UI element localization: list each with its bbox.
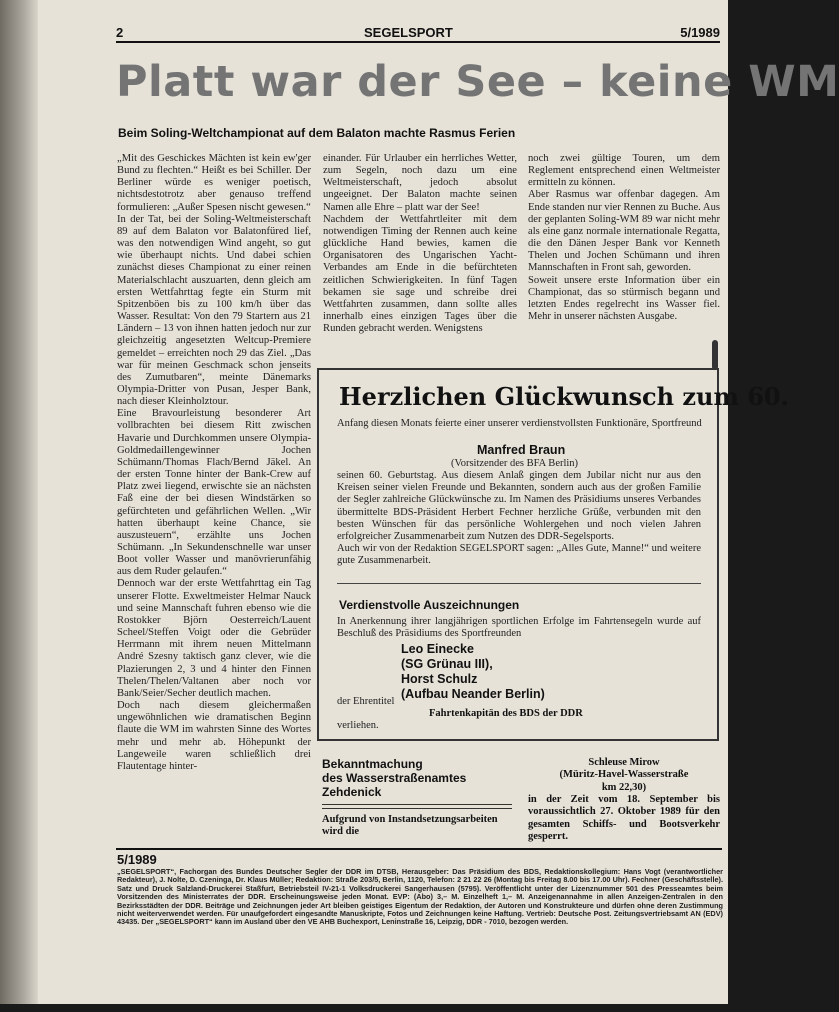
awards-intro: In Anerkennung ihrer langjährigen sportlichen Erfolge im Fahrtensegeln wurde auf Beschluß des Präsidiums des Sportfreunden xyxy=(337,616,701,640)
footer-issue: 5/1989 xyxy=(117,852,157,867)
scan-smudge xyxy=(712,340,718,370)
article-column-1 xyxy=(117,153,311,773)
greeting-body: seinen 60. Geburtstag. Aus diesem Anlaß gingen dem Jubilar nicht nur aus den Kreisen seiner vielen Freunde und Bekannten, sondern auch aus der großen Familie der Segler zahlreiche Glückwünsche zu. Im Namen des Präsidiums unseres Verbandes übermittelte BDS-Präsident Herbert Fechner herzliche Grüße, verbunden mit den besten Wünschen für das persönliche Wohlergehen und noch vielen Jahren erfolgreicher Zusammenarbeit zum Nutzen des DDR-Segelsports. Auch wir von der Redaktion SEGELSPORT sagen: „Alles Gute, Manne!“ und weitere gute Zusammenarbeit. xyxy=(337,470,701,567)
footer-rule xyxy=(116,848,722,850)
ehrentitel: Fahrtenkapitän des BDS der DDR xyxy=(429,708,583,719)
magazine-name: SEGELSPORT xyxy=(364,25,453,40)
column-3-text: noch zwei gültige Touren, um dem Reglement entsprechend einen Weltmeister ermitteln zu können. Aber Rasmus war offenbar dagegen. Am Ende standen nur vier Rennen zu Buche. Aus der geplanten Soling-WM 89 war nicht mehr als eine ganz normale internationale Regatta, die den Dänen Jesper Bank vor Kenneth Thelen und Jochen Schümann und ihren Mannschaften in Front sah, geworden. Soweit unsere erste Information über ein Championat, das so stürmisch begann und letzten Endes regelrecht ins Wasser fiel. Mehr in unserer nächsten Ausgabe. xyxy=(528,153,720,323)
running-head xyxy=(116,25,720,41)
verliehen-text: verliehen. xyxy=(337,720,379,731)
box-divider xyxy=(337,583,701,584)
article-subheadline: Beim Soling-Weltchampionat auf dem Balaton machte Rasmus Ferien xyxy=(118,126,516,140)
greeting-intro: Anfang diesen Monats feierte einer unserer verdienstvollsten Funktionäre, Sportfreund xyxy=(337,418,702,429)
awards-heading: Verdienstvolle Auszeichnungen xyxy=(339,598,520,612)
ehrentitel-lead: der Ehrentitel xyxy=(337,696,395,707)
book-binding-shadow xyxy=(0,0,38,1004)
header-rule xyxy=(116,41,720,43)
notice-heading: Bekanntmachung des Wasserstraßenamtes Zehdenick xyxy=(322,757,467,799)
notice-rule-1 xyxy=(322,804,512,805)
column-1-text: „Mit des Geschickes Mächten ist kein ew'ger Bund zu flechten.“ Heißt es bei Schiller. Der Berliner würde es weniger poetisch, nichtsdestotrotz aber genauso treffend formulieren: „Außer Spesen nischt gewesen.“ In der Tat, bei der Soling-Weltmeisterschaft 89 auf dem Balaton vor Balatonfüred lief, was den notwendigen Wind angeht, so gut wie überhaupt nichts. Und dabei schien zunächst dieses Championat zu einer reinen Materialschlacht auszuarten, denn gleich am ersten Wettfahrttag fegte ein Sturm mit Spitzenböen bis zu 100 km/h über das Wasser. Resultat: Von den 79 Startern aus 21 Ländern – 13 von ihnen hatten jedoch nur zur gleichzeitig angesetzten Weltcup-Premiere gemeldet – erreichten noch 29 das Ziel. „Das war für meinen Geschmack schon jenseits des Zumutbaren“, meinte Dänemarks Olympia-Dritter von Pusan, Jesper Bank, nach dieser Kleinholztour. Eine Bravourleistung besonderer Art vollbrachten bei diesem Ritt zwischen Havarie und Durchkommen unsere Olympia-Goldmedaillengewinner Jochen Schümann/Thomas Flach/Bernd Jäkel. An der ersten Tonne hinter der Bank-Crew auf Platz zwei liegend, erwischte sie an nächsten Faß eine der bei diesen Windstärken so gefürchteten und gefährlichen Wellen. „Wir hatten überhaupt keine Chance, sie auszusteuern“, erzählte uns Jochen Schümann. „In Sekundenschnelle war unser Boot voller Wasser und manövrierunfähig aus dem Ruder gelaufen.“ Dennoch war der erste Wettfahrttag ein Tag unserer Flotte. Exweltmeister Helmar Nauck und seine Mannschaft fuhren ebenso wie die Rostokker Björn Oesterreich/Lauent Scheel/Steffen Voigt oder die Gebrüder Herrmann mit ihrem neuen Mittelmann André Szesny taktisch ganz clever, wie die Plazierungen 2, 3 und 4 hinter den Finnen Thelen/Thelen/Valtanen aber noch vor Bank/Seier/Secher deutlich machen. Doch nach diesem gleichermaßen ungewöhnlichen wie dramatischen Beginn flaute die WM im wahrsten Sinne des Wortes mehr und mehr ab. Höhepunkt der Langeweile waren schließlich drei Flautentage hinter- xyxy=(117,153,311,772)
greeting-heading: Herzlichen Glückwunsch zum 60. xyxy=(339,382,789,411)
honoree-role: (Vorsitzender des BFA Berlin) xyxy=(451,458,579,469)
column-2-text: einander. Für Urlauber ein herrliches Wetter, zum Segeln, noch dazu um eine Weltmeisterschaft, jedoch absolut ungeeignet. Der Balaton machte seinen Namen alle Ehre – platt war der See! Nachdem der Wettfahrtleiter mit dem notwendigen Timing der Rennen auch keine glückliche Hand bewies, kamen die Organisatoren des Ungarischen Yacht-Verbandes am Ende in die befürchteten zeitlichen Schwierigkeiten. In fünf Tagen bekamen sie sage und schreibe drei Wettfahrten zusammen, dann sollte alles innerhalb eines einzigen Tages über die Runden gebracht werden. Wenigstens xyxy=(323,153,517,335)
awardee-names: Leo Einecke (SG Grünau III), Horst Schulz (Aufbau Neander Berlin) xyxy=(401,642,545,701)
notice-lock-name: Schleuse Mirow (Müritz-Havel-Wasserstraße km 22,30) xyxy=(559,757,689,793)
article-column-3 xyxy=(528,153,720,323)
page-number: 2 xyxy=(116,25,124,40)
honoree-name: Manfred Braun xyxy=(477,443,566,457)
notice-rule-2 xyxy=(322,808,512,809)
issue-number: 5/1989 xyxy=(680,25,720,40)
article-column-2 xyxy=(323,153,517,335)
article-headline: Platt war der See – keine WM xyxy=(116,57,839,107)
notice-left-text: Aufgrund von Instandsetzungsarbeiten wird die xyxy=(322,814,498,838)
birthday-greeting-box xyxy=(317,368,789,741)
notice-closure-text: in der Zeit vom 18. September bis voraussichtlich 27. Oktober 1989 für den gesamten Schiffs- und Bootsverkehr gesperrt. xyxy=(528,794,720,843)
imprint-text: „SEGELSPORT“, Fachorgan des Bundes Deutscher Segler der DDR im DTSB, Herausgeber: Das Präsidium des BDS, Redaktionskollegium: Hans Vogt (verantwortlicher Redakteur), J. Nolte, D. Czeninga, Dr. Klaus Müller; Redaktion: Straße 203/5, Berlin, 1120, Telefon: 2 21 22 26 (Montag bis Freitag 8.00 bis 17.00 Uhr). Fechner (Geschäftsstelle). Satz und Druck Salzland-Druckerei Staßfurt, Betriebsteil IV-21-1 Volksdruckerei Sangerhausen (5795). Veröffentlicht unter der Lizenznummer 501 des Presseamtes beim Vorsitzenden des Ministerrates der DDR. Erscheinungsweise jeden Monat. EVP: (Abo) 3,– M. Einzelheft 1,– M. Anzeigenannahme in allen Anzeigen-Zentralen in den Bezirksstädten der DDR. Beiträge und Zeichnungen jeder Art bleiben geistiges Eigentum der Redaktion, der Autoren und Konstrukteure und dürfen ohne deren Zustimmung nicht weiterverwendet werden. Für unaufgefordert eingesandte Manuskripte, Fotos und Zeichnungen keine Haftung. Vertrieb: Deutsche Post. Zeitungsvertriebsamt AN (EDV) 43435. Der „SEGELSPORT“ kann im Ausland über den VE AHB Buchexport, Leninstraße 16, Leipzig, DDR - 7010, bezogen werden. xyxy=(117,867,723,927)
